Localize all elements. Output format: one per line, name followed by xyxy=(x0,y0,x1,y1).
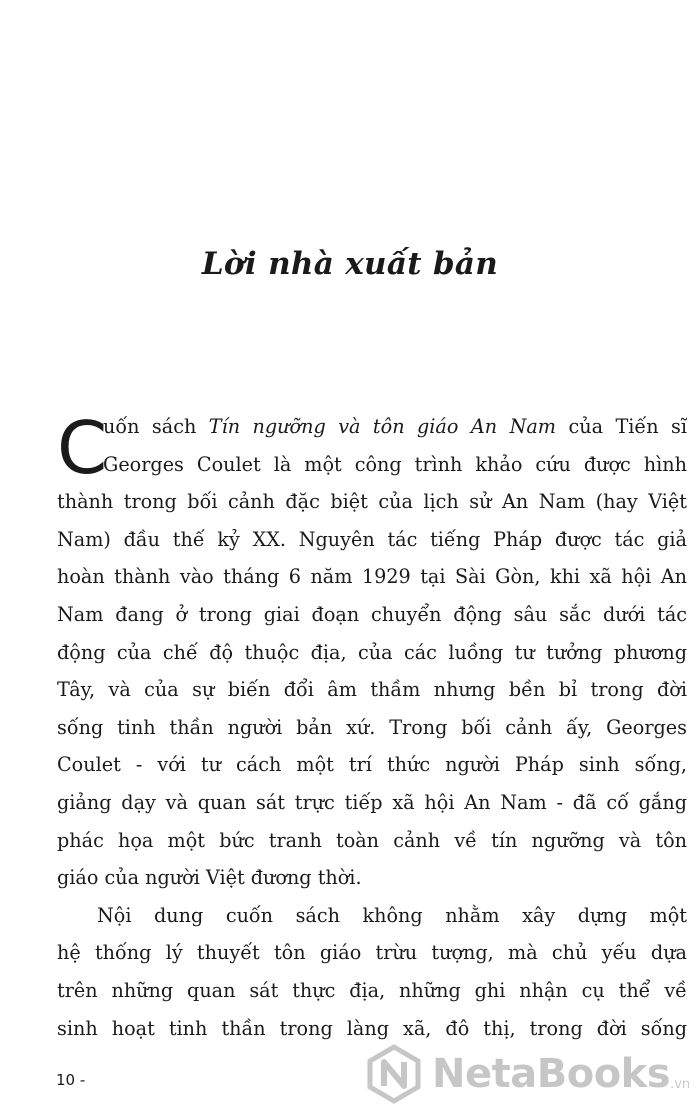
text-line xyxy=(57,521,687,559)
text-line xyxy=(57,746,687,784)
text-run: động của chế độ thuộc địa, của các luồng tư tưởng phương xyxy=(57,640,687,664)
drop-cap: C xyxy=(57,406,108,490)
page-number: 10 - xyxy=(56,1071,86,1089)
text-line xyxy=(57,558,687,596)
text-run: sống tinh thần người bản xứ. Trong bối cảnh ấy, Georges xyxy=(57,715,687,739)
text-run: uốn sách xyxy=(103,415,209,438)
text-line xyxy=(57,822,687,860)
text-run: thành trong bối cảnh đặc biệt của lịch sử An Nam (hay Việt xyxy=(57,490,687,514)
netabooks-logo-icon xyxy=(364,1044,424,1104)
watermark-brand: NetaBooks xyxy=(432,1051,671,1097)
text-line xyxy=(57,784,687,822)
text-run: của Tiến sĩ xyxy=(556,415,688,438)
text-run: Nam) đầu thế kỷ XX. Nguyên tác tiếng Pháp được tác giả xyxy=(57,527,687,551)
text-line xyxy=(57,859,687,897)
text-line: sinh hoạt tinh thần trong làng xã, đô thị, trong đời sống xyxy=(57,1016,687,1040)
paragraph-1 xyxy=(57,408,687,897)
text-run: Georges Coulet là một công trình khảo cứu được hình xyxy=(103,452,687,476)
text-run: phác họa một bức tranh toàn cảnh về tín ngưỡng và tôn xyxy=(57,828,687,852)
text-line: trên những quan sát thực địa, những ghi nhận cụ thể về xyxy=(57,978,687,1002)
text-line: Nội dung cuốn sách không nhằm xây dựng một xyxy=(97,903,687,927)
text-run: Nam đang ở trong giai đoạn chuyển động sâu sắc dưới tác xyxy=(57,602,687,626)
text-run: giảng dạy và quan sát trực tiếp xã hội An Nam - đã cố gắng xyxy=(57,790,687,814)
text-line xyxy=(57,446,687,484)
text-line: hệ thống lý thuyết tôn giáo trừu tượng, mà chủ yếu dựa xyxy=(57,941,687,965)
text-run: Coulet - với tư cách một trí thức người Pháp sinh sống, xyxy=(57,753,687,777)
book-title-italic: Tín ngưỡng và tôn giáo An Nam xyxy=(208,415,556,438)
text-line xyxy=(57,483,687,521)
text-run: Tây, và của sự biến đổi âm thầm nhưng bền bỉ trong đời xyxy=(57,678,687,702)
text-line xyxy=(57,408,687,446)
page-title: Lời nhà xuất bản xyxy=(201,246,499,282)
watermark xyxy=(364,1042,694,1106)
body-text xyxy=(57,408,687,1047)
text-line xyxy=(57,596,687,634)
text-line xyxy=(57,709,687,747)
paragraph-2 xyxy=(57,897,687,1047)
text-run: hoàn thành vào tháng 6 năm 1929 tại Sài Gòn, khi xã hội An xyxy=(57,565,687,589)
watermark-suffix: .vn xyxy=(670,1077,691,1092)
text-line xyxy=(57,671,687,709)
text-run: giáo của người Việt đương thời. xyxy=(57,866,362,890)
text-line xyxy=(57,634,687,672)
